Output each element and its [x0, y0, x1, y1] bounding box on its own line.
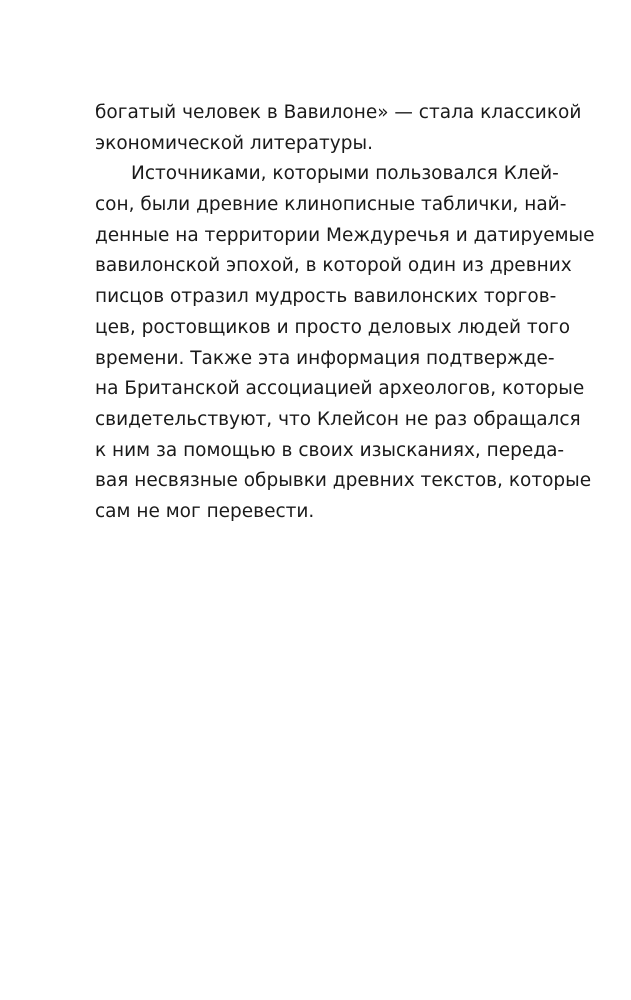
text-line: свидетельствуют, что Клейсон не раз обращался — [95, 408, 581, 430]
text-line: к ним за помощью в своих изысканиях, переда- — [95, 439, 565, 461]
text-line: сон, были древние клинописные таблички, най- — [95, 194, 567, 216]
body-text — [95, 98, 595, 528]
text-line: на Британской ассоциацией археологов, которые — [95, 378, 585, 400]
text-line: экономической литературы. — [95, 132, 373, 154]
text-line: денные на территории Междуречья и датируемые — [95, 224, 595, 246]
text-line: вавилонской эпохой, в которой один из древних — [95, 255, 572, 277]
text-line: сам не мог перевести. — [95, 500, 315, 522]
text-line: Источниками, которыми пользовался Клей- — [131, 163, 559, 185]
text-line: богатый человек в Вавилоне» — стала классикой — [95, 102, 582, 123]
text-line: писцов отразил мудрость вавилонских торгов- — [95, 286, 557, 308]
text-line: вая несвязные обрывки древних текстов, которые — [95, 470, 592, 492]
text-line: цев, ростовщиков и просто деловых людей того — [95, 316, 571, 338]
text-line: времени. Также эта информация подтвержде- — [95, 347, 555, 369]
paragraph-1 — [95, 98, 582, 159]
paragraph-2 — [95, 159, 595, 527]
